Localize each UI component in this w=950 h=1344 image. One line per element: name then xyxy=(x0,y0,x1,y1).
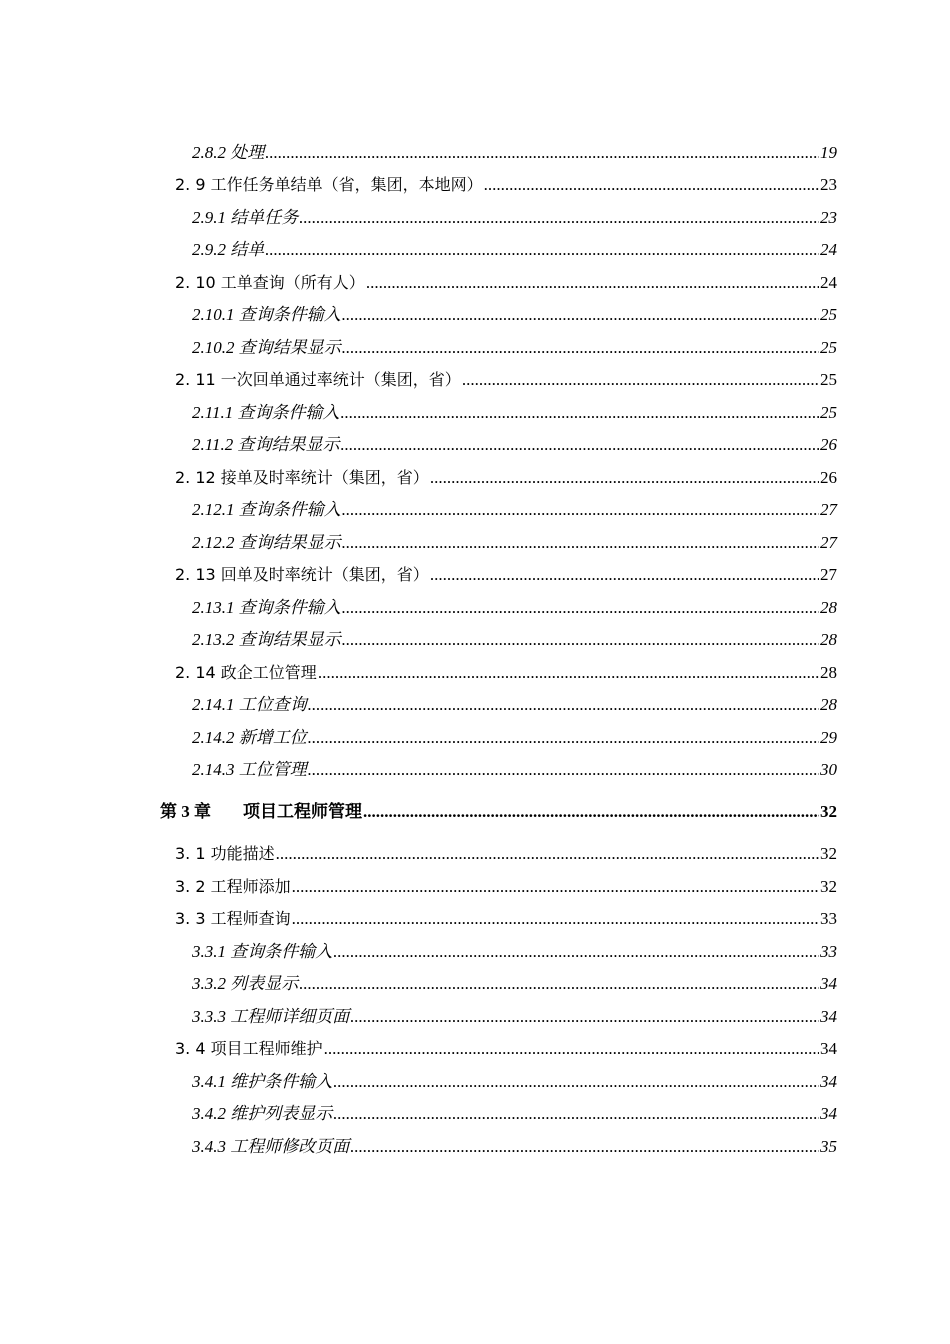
toc-entry-page: 34 xyxy=(820,1104,837,1123)
toc-entry[interactable] xyxy=(192,141,837,165)
toc-entry[interactable] xyxy=(192,940,837,964)
toc-entry[interactable] xyxy=(192,596,837,620)
toc-entry-page: 32 xyxy=(820,877,837,896)
toc-entry-page: 34 xyxy=(820,1072,837,1091)
leader-dots xyxy=(484,173,819,197)
toc-entry-title: 3. 2 工程师添加 xyxy=(175,877,291,896)
toc-entry-title: 2.11.1 查询条件输入 xyxy=(192,403,340,422)
toc-entry[interactable] xyxy=(192,693,837,717)
toc-entry[interactable] xyxy=(192,1005,837,1029)
toc-entry-page: 28 xyxy=(820,695,837,714)
leader-dots xyxy=(430,563,819,587)
toc-entry-page: 28 xyxy=(820,598,837,617)
toc-entry-title: 2.12.2 查询结果显示 xyxy=(192,533,341,552)
leader-dots xyxy=(342,596,819,620)
toc-entry-page: 24 xyxy=(820,240,837,259)
toc-entry[interactable] xyxy=(175,173,837,197)
leader-dots xyxy=(265,238,819,262)
leader-dots xyxy=(342,336,819,360)
toc-entry-title: 2.13.1 查询条件输入 xyxy=(192,598,341,617)
toc-chapter-entry[interactable] xyxy=(160,800,837,824)
toc-entry-title: 2.8.2 处理 xyxy=(192,143,265,162)
toc-entry-title: 2.13.2 查询结果显示 xyxy=(192,630,341,649)
toc-entry-page: 34 xyxy=(820,974,837,993)
leader-dots xyxy=(324,1037,819,1061)
leader-dots xyxy=(342,498,819,522)
leader-dots xyxy=(292,875,819,899)
toc-entry-page: 30 xyxy=(820,760,837,779)
leader-dots xyxy=(350,1135,819,1159)
toc-entry-title: 2. 11 一次回单通过率统计（集团，省） xyxy=(175,370,461,389)
toc-entry-title: 2.9.1 结单任务 xyxy=(192,208,299,227)
toc-entry-page: 28 xyxy=(820,630,837,649)
leader-dots xyxy=(333,1102,819,1126)
toc-entry[interactable] xyxy=(192,336,837,360)
toc-entry-page: 23 xyxy=(820,208,837,227)
leader-dots xyxy=(308,726,819,750)
toc-entry-page: 25 xyxy=(820,403,837,422)
toc-entry-page: 28 xyxy=(820,663,837,682)
toc-entry-page: 26 xyxy=(820,435,837,454)
leader-dots xyxy=(342,303,819,327)
leader-dots xyxy=(292,907,819,931)
toc-entry[interactable] xyxy=(192,726,837,750)
toc-entry[interactable] xyxy=(192,498,837,522)
leader-dots xyxy=(299,972,819,996)
toc-entry-page: 32 xyxy=(820,802,837,821)
leader-dots xyxy=(341,401,820,425)
toc-entry[interactable] xyxy=(192,238,837,262)
toc-entry[interactable] xyxy=(175,661,837,685)
toc-entry[interactable] xyxy=(192,1070,837,1094)
toc-entry-page: 33 xyxy=(820,909,837,928)
toc-entry[interactable] xyxy=(192,1102,837,1126)
toc-entry-page: 27 xyxy=(820,565,837,584)
toc-entry[interactable] xyxy=(192,1135,837,1159)
leader-dots xyxy=(308,693,819,717)
toc-entry[interactable] xyxy=(175,563,837,587)
toc-entry[interactable] xyxy=(175,368,837,392)
toc-entry-title: 项目工程师管理 xyxy=(243,802,362,821)
toc-entry[interactable] xyxy=(175,1037,837,1061)
toc-entry-page: 25 xyxy=(820,305,837,324)
toc-entry-title: 2. 13 回单及时率统计（集团，省） xyxy=(175,565,429,584)
toc-entry-title: 3. 4 项目工程师维护 xyxy=(175,1039,323,1058)
leader-dots xyxy=(318,661,819,685)
toc-entry[interactable] xyxy=(192,401,837,425)
leader-dots xyxy=(276,842,819,866)
toc-entry[interactable] xyxy=(192,758,837,782)
leader-dots xyxy=(308,758,819,782)
toc-entry[interactable] xyxy=(192,531,837,555)
toc-entry-page: 34 xyxy=(820,1039,837,1058)
leader-dots xyxy=(430,466,819,490)
chapter-number: 第 3 章 xyxy=(160,802,211,821)
toc-entry-title: 2.14.3 工位管理 xyxy=(192,760,307,779)
leader-dots xyxy=(342,531,819,555)
leader-dots xyxy=(363,800,819,824)
toc-entry[interactable] xyxy=(192,303,837,327)
toc-entry-page: 29 xyxy=(820,728,837,747)
toc-entry[interactable] xyxy=(175,271,837,295)
toc-entry[interactable] xyxy=(192,972,837,996)
toc-entry[interactable] xyxy=(192,206,837,230)
toc-entry-page: 32 xyxy=(820,844,837,863)
leader-dots xyxy=(350,1005,819,1029)
toc-entry-title: 2.14.2 新增工位 xyxy=(192,728,307,747)
toc-entry-page: 34 xyxy=(820,1007,837,1026)
toc-entry-page: 24 xyxy=(820,273,837,292)
toc-entry[interactable] xyxy=(175,907,837,931)
toc-entry-page: 25 xyxy=(820,338,837,357)
toc-entry[interactable] xyxy=(192,628,837,652)
toc-entry-page: 26 xyxy=(820,468,837,487)
toc-entry-title: 3.3.2 列表显示 xyxy=(192,974,299,993)
toc-entry-page: 33 xyxy=(820,942,837,961)
leader-dots xyxy=(342,628,819,652)
toc-entry-title: 2. 10 工单查询（所有人） xyxy=(175,273,365,292)
toc-entry-title: 2. 12 接单及时率统计（集团，省） xyxy=(175,468,429,487)
toc-entry-title: 3.3.1 查询条件输入 xyxy=(192,942,333,961)
toc-entry-page: 19 xyxy=(820,143,837,162)
toc-entry-title: 3.4.1 维护条件输入 xyxy=(192,1072,333,1091)
toc-entry-title: 2.9.2 结单 xyxy=(192,240,265,259)
toc-entry[interactable] xyxy=(175,466,837,490)
toc-entry-page: 35 xyxy=(820,1137,837,1156)
toc-entry-title: 2.12.1 查询条件输入 xyxy=(192,500,341,519)
toc-entry-title: 2.10.1 查询条件输入 xyxy=(192,305,341,324)
toc-entry-title: 2.10.2 查询结果显示 xyxy=(192,338,341,357)
toc-entry-title: 2. 14 政企工位管理 xyxy=(175,663,317,682)
toc-entry-page: 23 xyxy=(820,175,837,194)
leader-dots xyxy=(265,141,819,165)
leader-dots xyxy=(462,368,819,392)
toc-entry-title: 3. 1 功能描述 xyxy=(175,844,275,863)
leader-dots xyxy=(341,433,820,457)
toc-entry-title: 2.14.1 工位查询 xyxy=(192,695,307,714)
toc-entry[interactable] xyxy=(175,875,837,899)
toc-entry-title: 2. 9 工作任务单结单（省，集团，本地网） xyxy=(175,175,483,194)
toc-entry[interactable] xyxy=(175,842,837,866)
toc-entry[interactable] xyxy=(192,433,837,457)
toc-entry-page: 25 xyxy=(820,370,837,389)
toc-entry-title: 2.11.2 查询结果显示 xyxy=(192,435,340,454)
leader-dots xyxy=(333,940,819,964)
toc-entry-title: 3.4.2 维护列表显示 xyxy=(192,1104,333,1123)
leader-dots xyxy=(366,271,819,295)
toc-entry-title: 3.3.3 工程师详细页面 xyxy=(192,1007,350,1026)
leader-dots xyxy=(333,1070,819,1094)
leader-dots xyxy=(299,206,819,230)
toc-entry-title: 3.4.3 工程师修改页面 xyxy=(192,1137,350,1156)
toc-entry-page: 27 xyxy=(820,533,837,552)
toc-entry-page: 27 xyxy=(820,500,837,519)
toc-entry-title: 3. 3 工程师查询 xyxy=(175,909,291,928)
